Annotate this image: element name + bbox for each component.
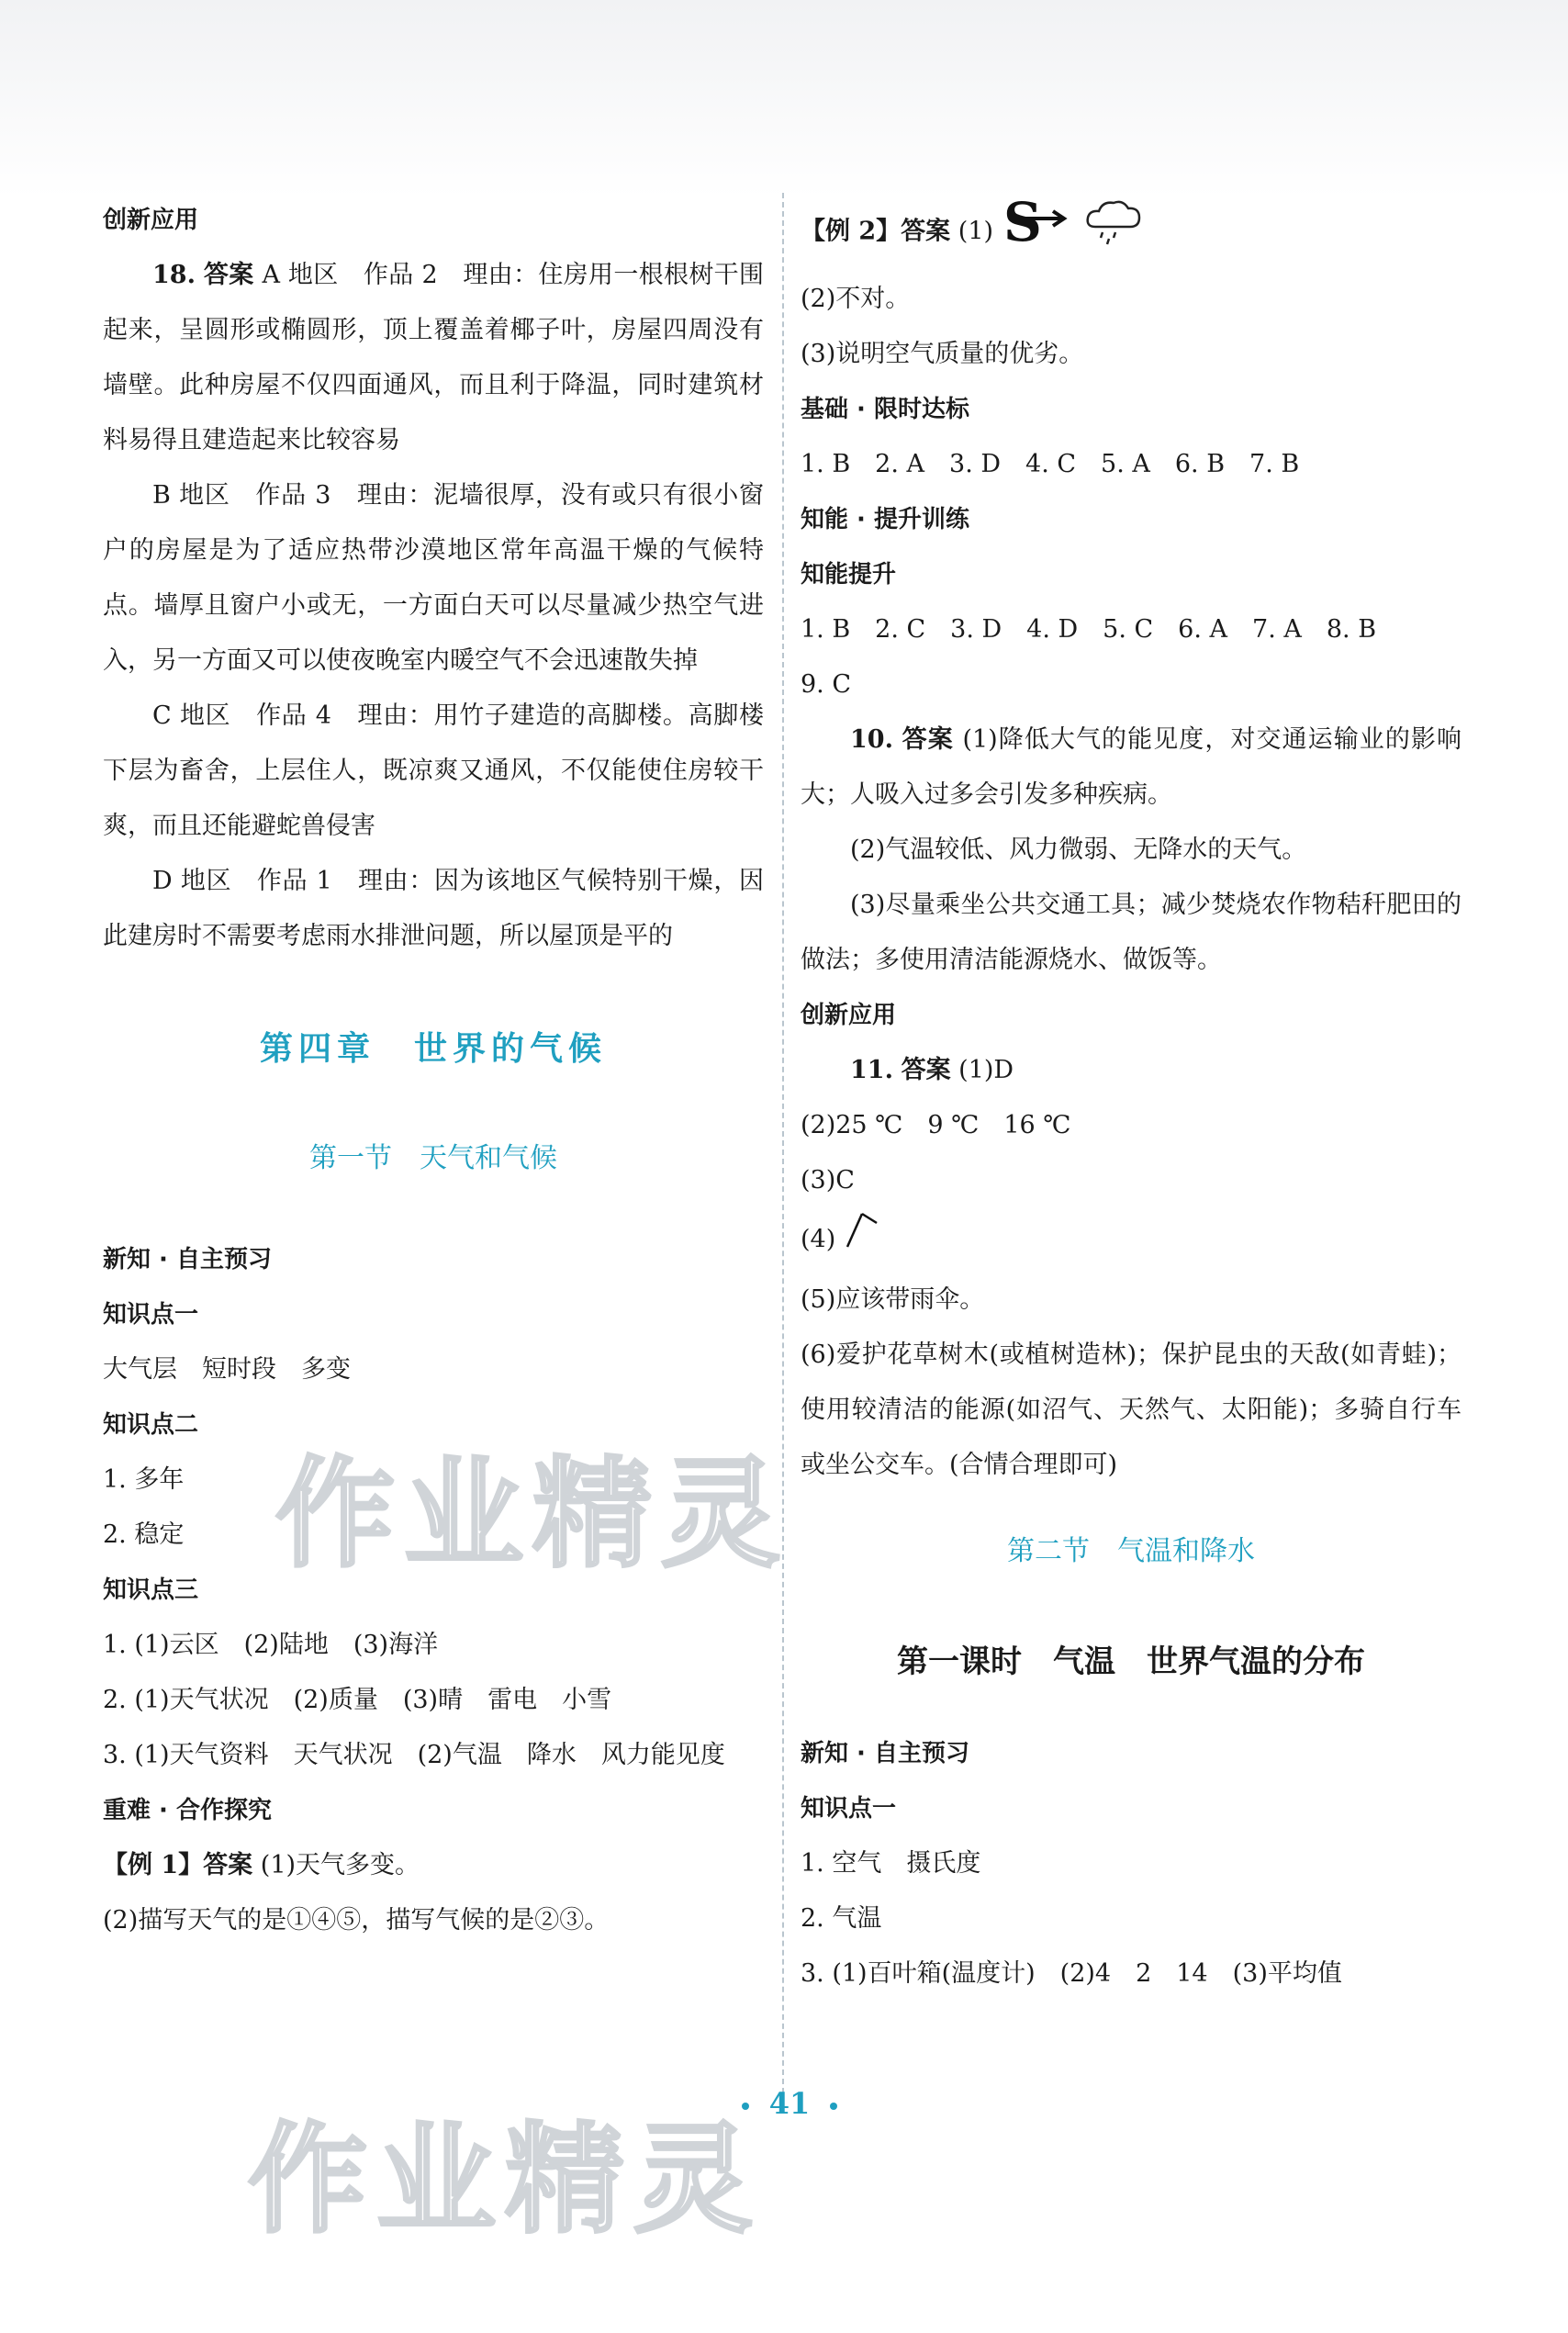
q11-part-4 [801, 1208, 1462, 1273]
q11-part-6: (6)爱护花草树木(或植树造林)；保护昆虫的天敌(如青蛙)；使用较清洁的能源(如沼气、天然气、太阳能)；多骑自行车或坐公交车。(合情合理即可) [801, 1340, 1462, 1479]
q10-number: 10. [850, 725, 893, 754]
q10-part-1: (1)降低大气的能见度，对交通运输业的影响大；人吸入过多会引发多种疾病。 [801, 725, 1462, 809]
knowledge-point-1-text: 大气层 短时段 多变 [103, 1355, 351, 1384]
top-shade [0, 0, 1568, 197]
knowledge-point-1-item: 3. (1)百叶箱(温度计) (2)4 2 14 (3)平均值 [801, 1959, 1342, 1988]
q18-answer-c: C 地区 作品 4 理由：用竹子建造的高脚楼。高脚楼下层为畜舍，上层住人，既凉爽又通风，不仅能使住房较干爽，而且还能避蛇兽侵害 [103, 701, 764, 840]
q18-answer-b: B 地区 作品 3 理由：泥墙很厚，没有或只有很小窗户的房屋是为了适应热带沙漠地区常年高温干燥的气候特点。墙厚且窗户小或无，一方面白天可以尽量减少热空气进入，另一方面又可以使夜晚室内暖空气不会迅速散失掉 [103, 481, 764, 675]
preview-heading: 新知 · 自主预习 [801, 1740, 969, 1767]
answer-label: 答案 [901, 1056, 951, 1084]
watermark: 作业精灵 [275, 1444, 790, 1584]
knowledge-point-3-item: 2. (1)天气状况 (2)质量 (3)晴 雷电 小雪 [103, 1686, 612, 1714]
q11-number: 11. [850, 1056, 893, 1084]
knowledge-point-2-heading: 知识点二 [103, 1411, 199, 1439]
q11-part-1: (1)D [958, 1056, 1014, 1084]
example-2-answer: (3)说明空气质量的优劣。 [801, 340, 1084, 368]
skill-subheading: 知能提升 [801, 561, 897, 589]
knowledge-point-3-heading: 知识点三 [103, 1576, 199, 1604]
knowledge-point-2-item: 2. 稳定 [103, 1520, 185, 1549]
skill-answers: 9. C [801, 670, 852, 699]
q18-answer-d: D 地区 作品 1 理由：因为该地区气候特别干燥，因此建房时不需要考虑雨水排泄问题，所以屋顶是平的 [103, 867, 764, 950]
basic-heading: 基础 · 限时达标 [801, 396, 969, 423]
lesson-title: 第一课时 气温 世界气温的分布 [897, 1643, 1365, 1680]
sandstorm-symbol-icon [1002, 193, 1075, 272]
q11-part-5: (5)应该带雨伞。 [801, 1285, 985, 1314]
example-1-answer: (1)天气多变。 [260, 1851, 420, 1879]
knowledge-point-2-item: 1. 多年 [103, 1465, 185, 1494]
q11-part-2: (2)25 ℃ 9 ℃ 16 ℃ [801, 1111, 1071, 1139]
q18-answer-a [103, 248, 764, 468]
q10-answer [801, 712, 1462, 823]
wind-barb-icon [844, 1208, 884, 1273]
knowledge-point-3-item: 3. (1)天气资料 天气状况 (2)气温 降水 风力能见度 [103, 1741, 725, 1769]
example-2-line [801, 193, 1462, 272]
example-1-line [103, 1838, 764, 1893]
section-title: 第一节 天气和气候 [309, 1142, 557, 1174]
knowledge-point-3-item: 1. (1)云区 (2)陆地 (3)海洋 [103, 1631, 439, 1659]
left-column [103, 193, 764, 1948]
preview-heading: 新知 · 自主预习 [103, 1246, 272, 1273]
answer-label: 答案 [203, 261, 254, 289]
q18-number: 18. [152, 261, 196, 289]
chapter-title: 第四章 世界的气候 [259, 1029, 607, 1068]
dot-icon [830, 2103, 837, 2110]
q10-part-2: (2)气温较低、风力微弱、无降水的天气。 [850, 836, 1307, 864]
example-2-label: 【例 2】答案 [801, 217, 951, 246]
basic-answers: 1. B 2. A 3. D 4. C 5. A 6. B 7. B [801, 450, 1300, 478]
svg-text:S: S [1002, 193, 1042, 250]
watermark: 作业精灵 [248, 2110, 763, 2249]
answer-label: 答案 [902, 725, 954, 754]
q11-answer [801, 1043, 1462, 1098]
explore-heading: 重难 · 合作探究 [103, 1797, 272, 1824]
dot-icon [742, 2103, 749, 2110]
example-2-answer: (2)不对。 [801, 285, 911, 313]
q11-part-4-prefix: (4) [801, 1225, 836, 1254]
page-number [707, 2086, 872, 2121]
section-title: 第二节 气温和降水 [1007, 1535, 1255, 1567]
knowledge-point-1-item: 2. 气温 [801, 1904, 882, 1933]
example-1-label: 【例 1】答案 [103, 1851, 253, 1879]
knowledge-point-1-heading: 知识点一 [801, 1795, 897, 1823]
knowledge-point-1-item: 1. 空气 摄氏度 [801, 1849, 981, 1878]
q18-a-text: A 地区 作品 2 理由：住房用一根根树干围起来，呈圆形或椭圆形，顶上覆盖着椰子叶，房屋四周没有墙壁。此种房屋不仅四面通风，而且利于降温，同时建筑材料易得且建造起来比较容易 [103, 261, 764, 454]
example-1-line-2: (2)描写天气的是①④⑤，描写气候的是②③。 [103, 1906, 610, 1935]
q10-part-3: (3)尽量乘坐公共交通工具；减少焚烧农作物秸秆肥田的做法；多使用清洁能源烧水、做饭等。 [801, 891, 1462, 974]
innovation-heading: 创新应用 [801, 1002, 897, 1029]
knowledge-point-1-heading: 知识点一 [103, 1301, 199, 1329]
q11-part-3: (3)C [801, 1166, 855, 1195]
innovation-heading: 创新应用 [103, 207, 199, 234]
skill-heading: 知能 · 提升训练 [801, 506, 969, 533]
right-column [801, 193, 1462, 2002]
column-divider [782, 193, 784, 2103]
light-rain-cloud-icon [1082, 196, 1147, 269]
example-2-prefix: (1) [958, 217, 994, 246]
page-number-text: 41 [768, 2086, 811, 2121]
skill-answers: 1. B 2. C 3. D 4. D 5. C 6. A 7. A 8. B [801, 615, 1377, 644]
